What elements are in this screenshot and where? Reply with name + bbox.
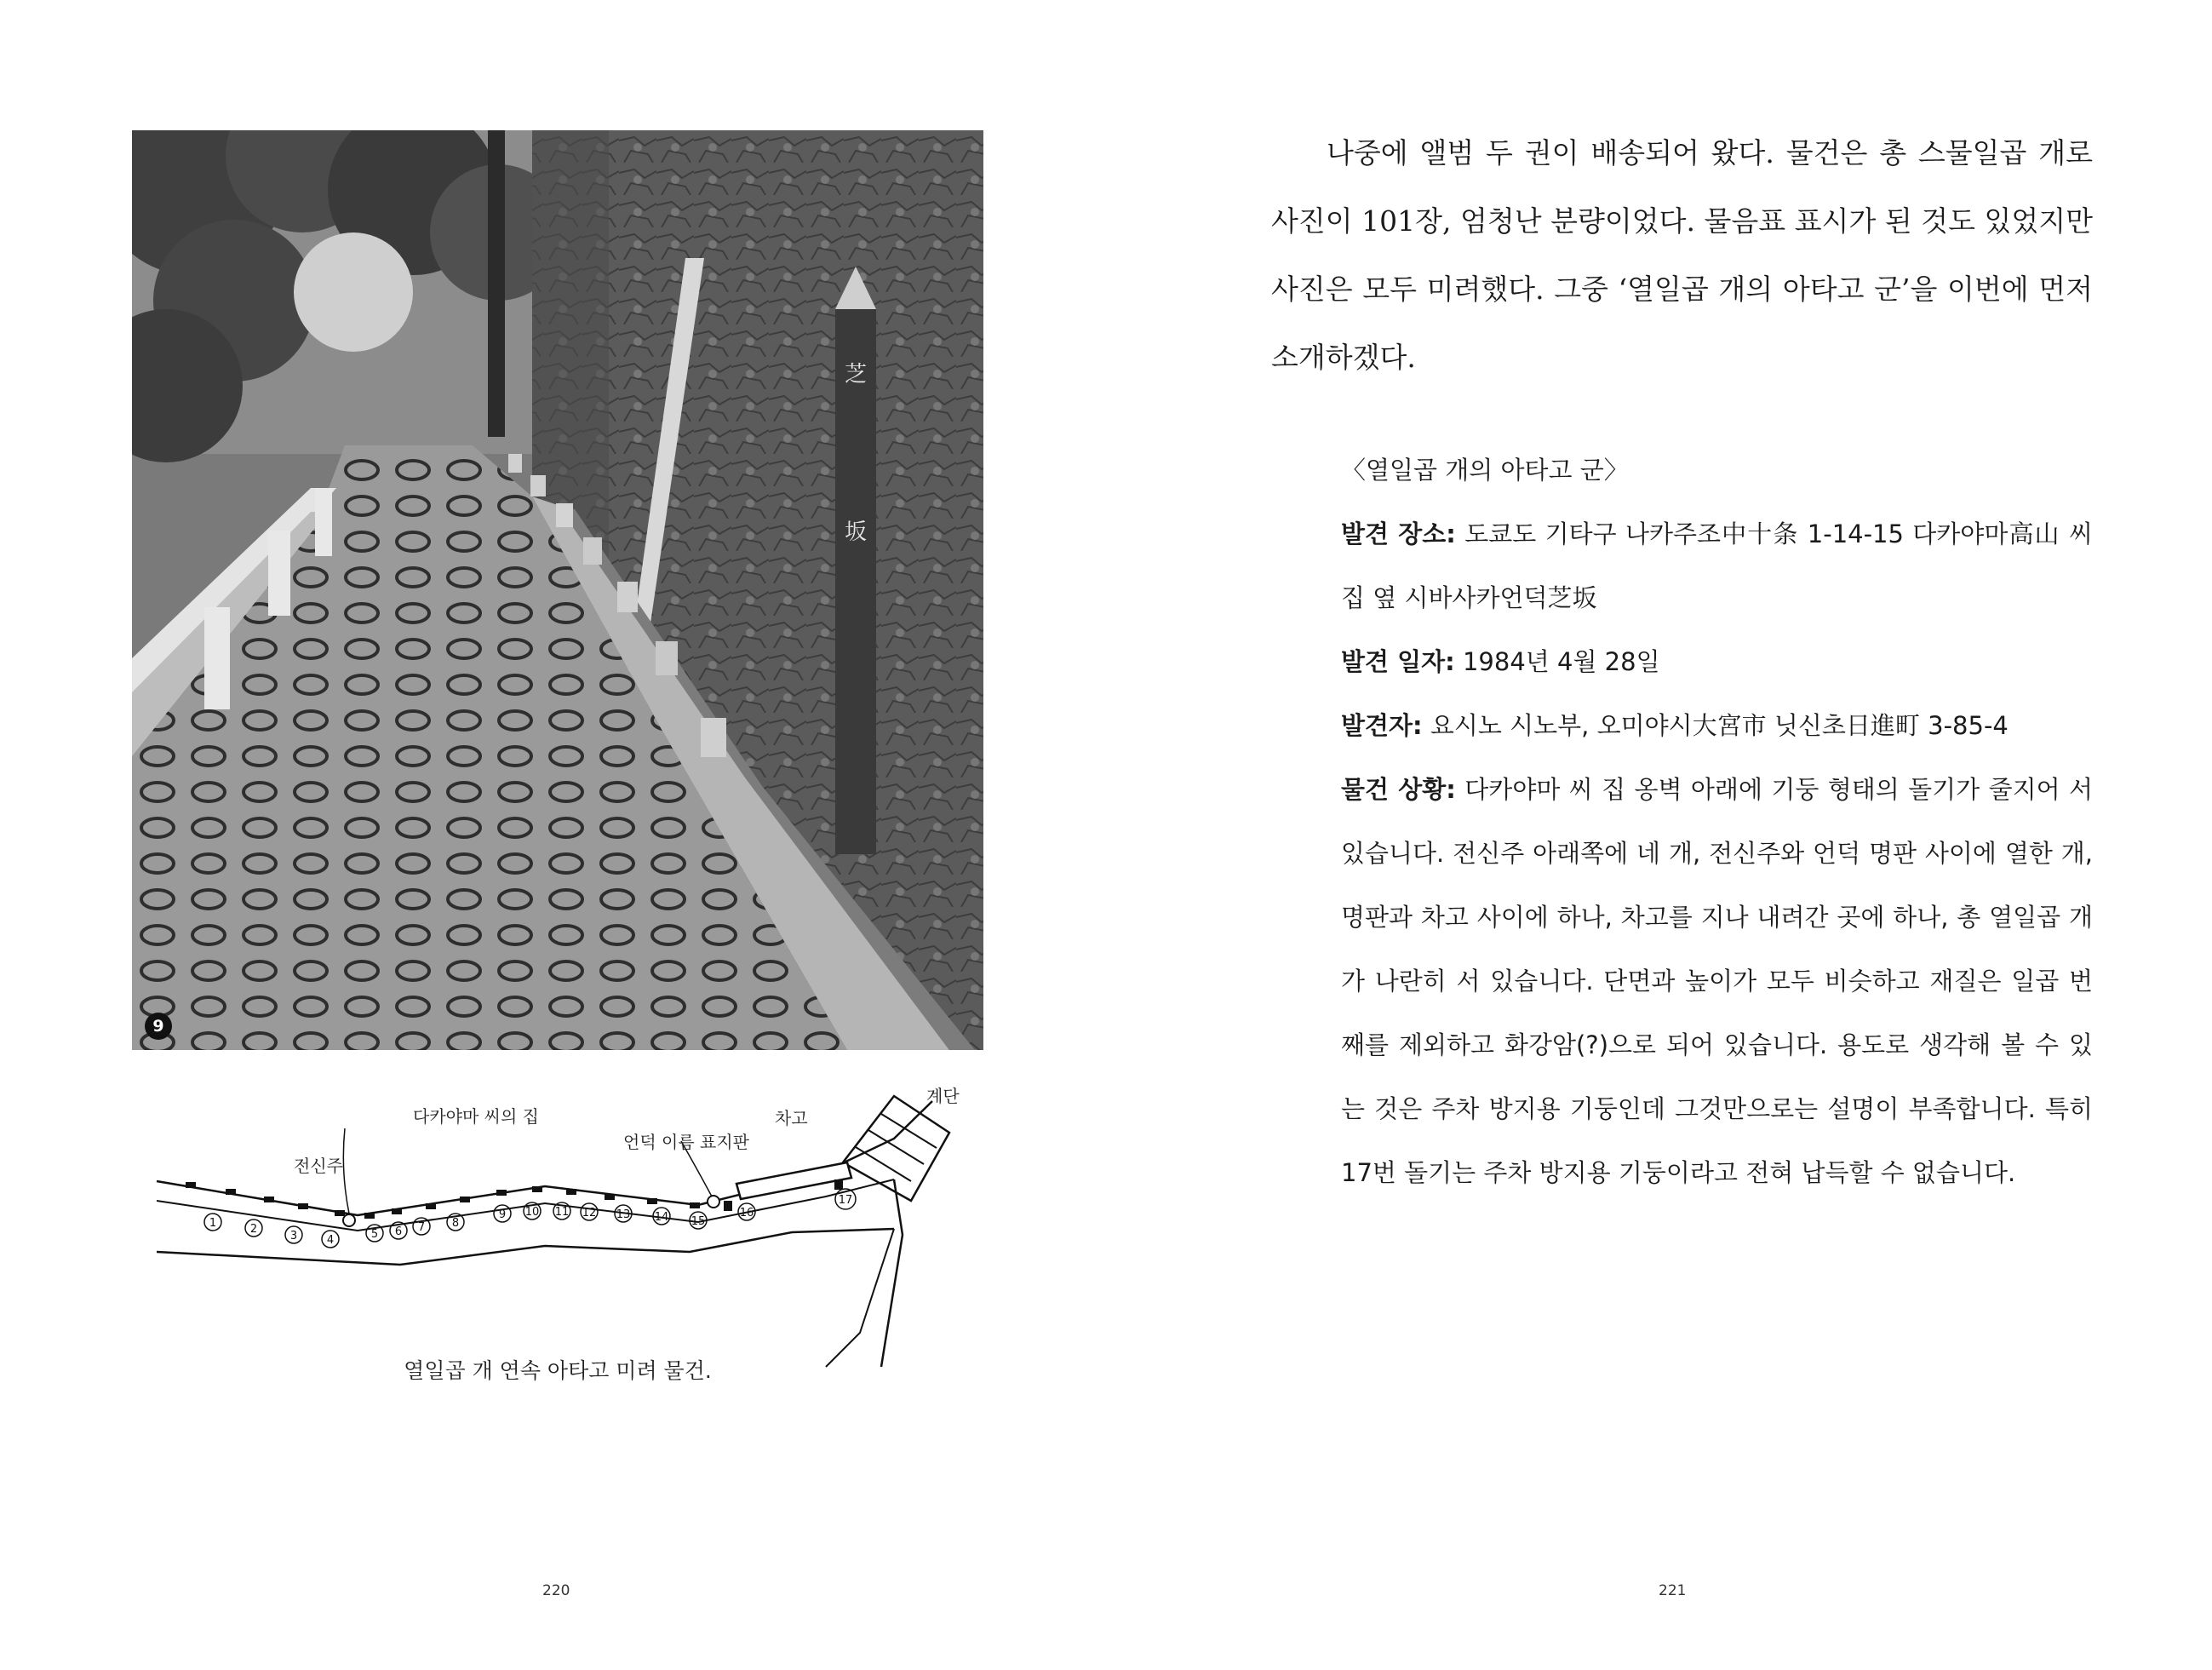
record-finder bbox=[1341, 694, 2093, 758]
stone-number: 3 bbox=[289, 1230, 298, 1242]
record-status bbox=[1341, 758, 2093, 1205]
stone-number: 2 bbox=[249, 1223, 258, 1236]
stone-number: 1 bbox=[209, 1217, 217, 1230]
stone-number: 9 bbox=[498, 1208, 507, 1221]
stone-number: 13 bbox=[616, 1208, 631, 1221]
stone-number: 17 bbox=[838, 1194, 853, 1207]
finder-value: 요시노 시노부, 오미야시大宮市 닛신초日進町 3-85-4 bbox=[1422, 711, 2009, 740]
stone-number: 15 bbox=[691, 1215, 706, 1228]
figure-caption: 열일곱 개 연속 아타고 미려 물건. bbox=[404, 1358, 712, 1383]
place-label: 발견 장소: bbox=[1341, 519, 1456, 548]
page-number-right: 221 bbox=[1659, 1582, 1687, 1599]
site-map bbox=[145, 1077, 979, 1384]
status-label: 물건 상황: bbox=[1341, 775, 1456, 804]
stone-number: 8 bbox=[451, 1217, 460, 1230]
stone-number: 4 bbox=[326, 1234, 335, 1247]
stone-number: 10 bbox=[524, 1206, 540, 1219]
date-value: 1984년 4월 28일 bbox=[1454, 647, 1660, 676]
record-place bbox=[1341, 502, 2093, 630]
stone-number: 7 bbox=[417, 1221, 426, 1234]
street-photo-illustration bbox=[132, 130, 983, 1050]
map-label-pole: 전신주 bbox=[294, 1156, 343, 1176]
status-value: 다카야마 씨 집 옹벽 아래에 기둥 형태의 돌기가 줄지어 서 있습니다. 전신주 아래쪽에 네 개, 전신주와 언덕 명판 사이에 열한 개, 명판과 차고 사이에 하나, 차고를 지나 내려간 곳에 하나, 총 열일곱 개가 나란히 서 있습니다. 단면과 높이가 모두 비슷하고 재질은 일곱 번째를 제외하고 화강암(?)으로 되어 있습니다. 용도로 생각해 볼 수 있는 것은 주차 방지용 기둥인데 그것만으로는 설명이 부족합니다. 특히 17번 돌기는 주차 방지용 기둥이라고 전혀 납득할 수 없습니다. bbox=[1341, 775, 2094, 1187]
record-title: 〈열일곱 개의 아타고 군〉 bbox=[1341, 456, 1629, 485]
place-value: 도쿄도 기타구 나카주조中十条 1-14-15 다카야마高山 씨 집 옆 시바사카언덕芝坂 bbox=[1341, 519, 2094, 612]
stone-number: 11 bbox=[554, 1206, 570, 1219]
record-date bbox=[1341, 630, 2093, 694]
map-label-stairs: 계단 bbox=[926, 1086, 960, 1106]
photo-number-badge: 9 bbox=[145, 1013, 172, 1040]
street-photo bbox=[132, 130, 983, 1050]
map-label-garage: 차고 bbox=[775, 1108, 808, 1128]
body-paragraph: 나중에 앨범 두 권이 배송되어 왔다. 물건은 총 스물일곱 개로 사진이 101장, 엄청난 분량이었다. 물음표 표시가 된 것도 있었지만 사진은 모두 미려했다. 그중 ‘열일곱 개의 아타고 군’을 이번에 먼저 소개하겠다. bbox=[1271, 136, 2093, 374]
sign-char-1: 芝 bbox=[844, 362, 868, 387]
map-label-house: 다카야마 씨의 집 bbox=[413, 1106, 539, 1127]
stone-number: 16 bbox=[739, 1207, 754, 1220]
sign-char-2: 坂 bbox=[844, 519, 868, 545]
discovery-record bbox=[1341, 439, 2093, 1205]
page-number-left: 220 bbox=[542, 1582, 570, 1599]
finder-label: 발견자: bbox=[1341, 711, 1423, 740]
stone-number: 14 bbox=[654, 1211, 669, 1224]
site-map-drawing bbox=[145, 1077, 979, 1384]
stone-number: 5 bbox=[370, 1228, 379, 1241]
date-label: 발견 일자: bbox=[1341, 647, 1455, 676]
map-label-sign: 언덕 이름 표지판 bbox=[623, 1132, 749, 1152]
stone-number: 6 bbox=[394, 1225, 403, 1238]
stone-number: 12 bbox=[582, 1207, 597, 1220]
